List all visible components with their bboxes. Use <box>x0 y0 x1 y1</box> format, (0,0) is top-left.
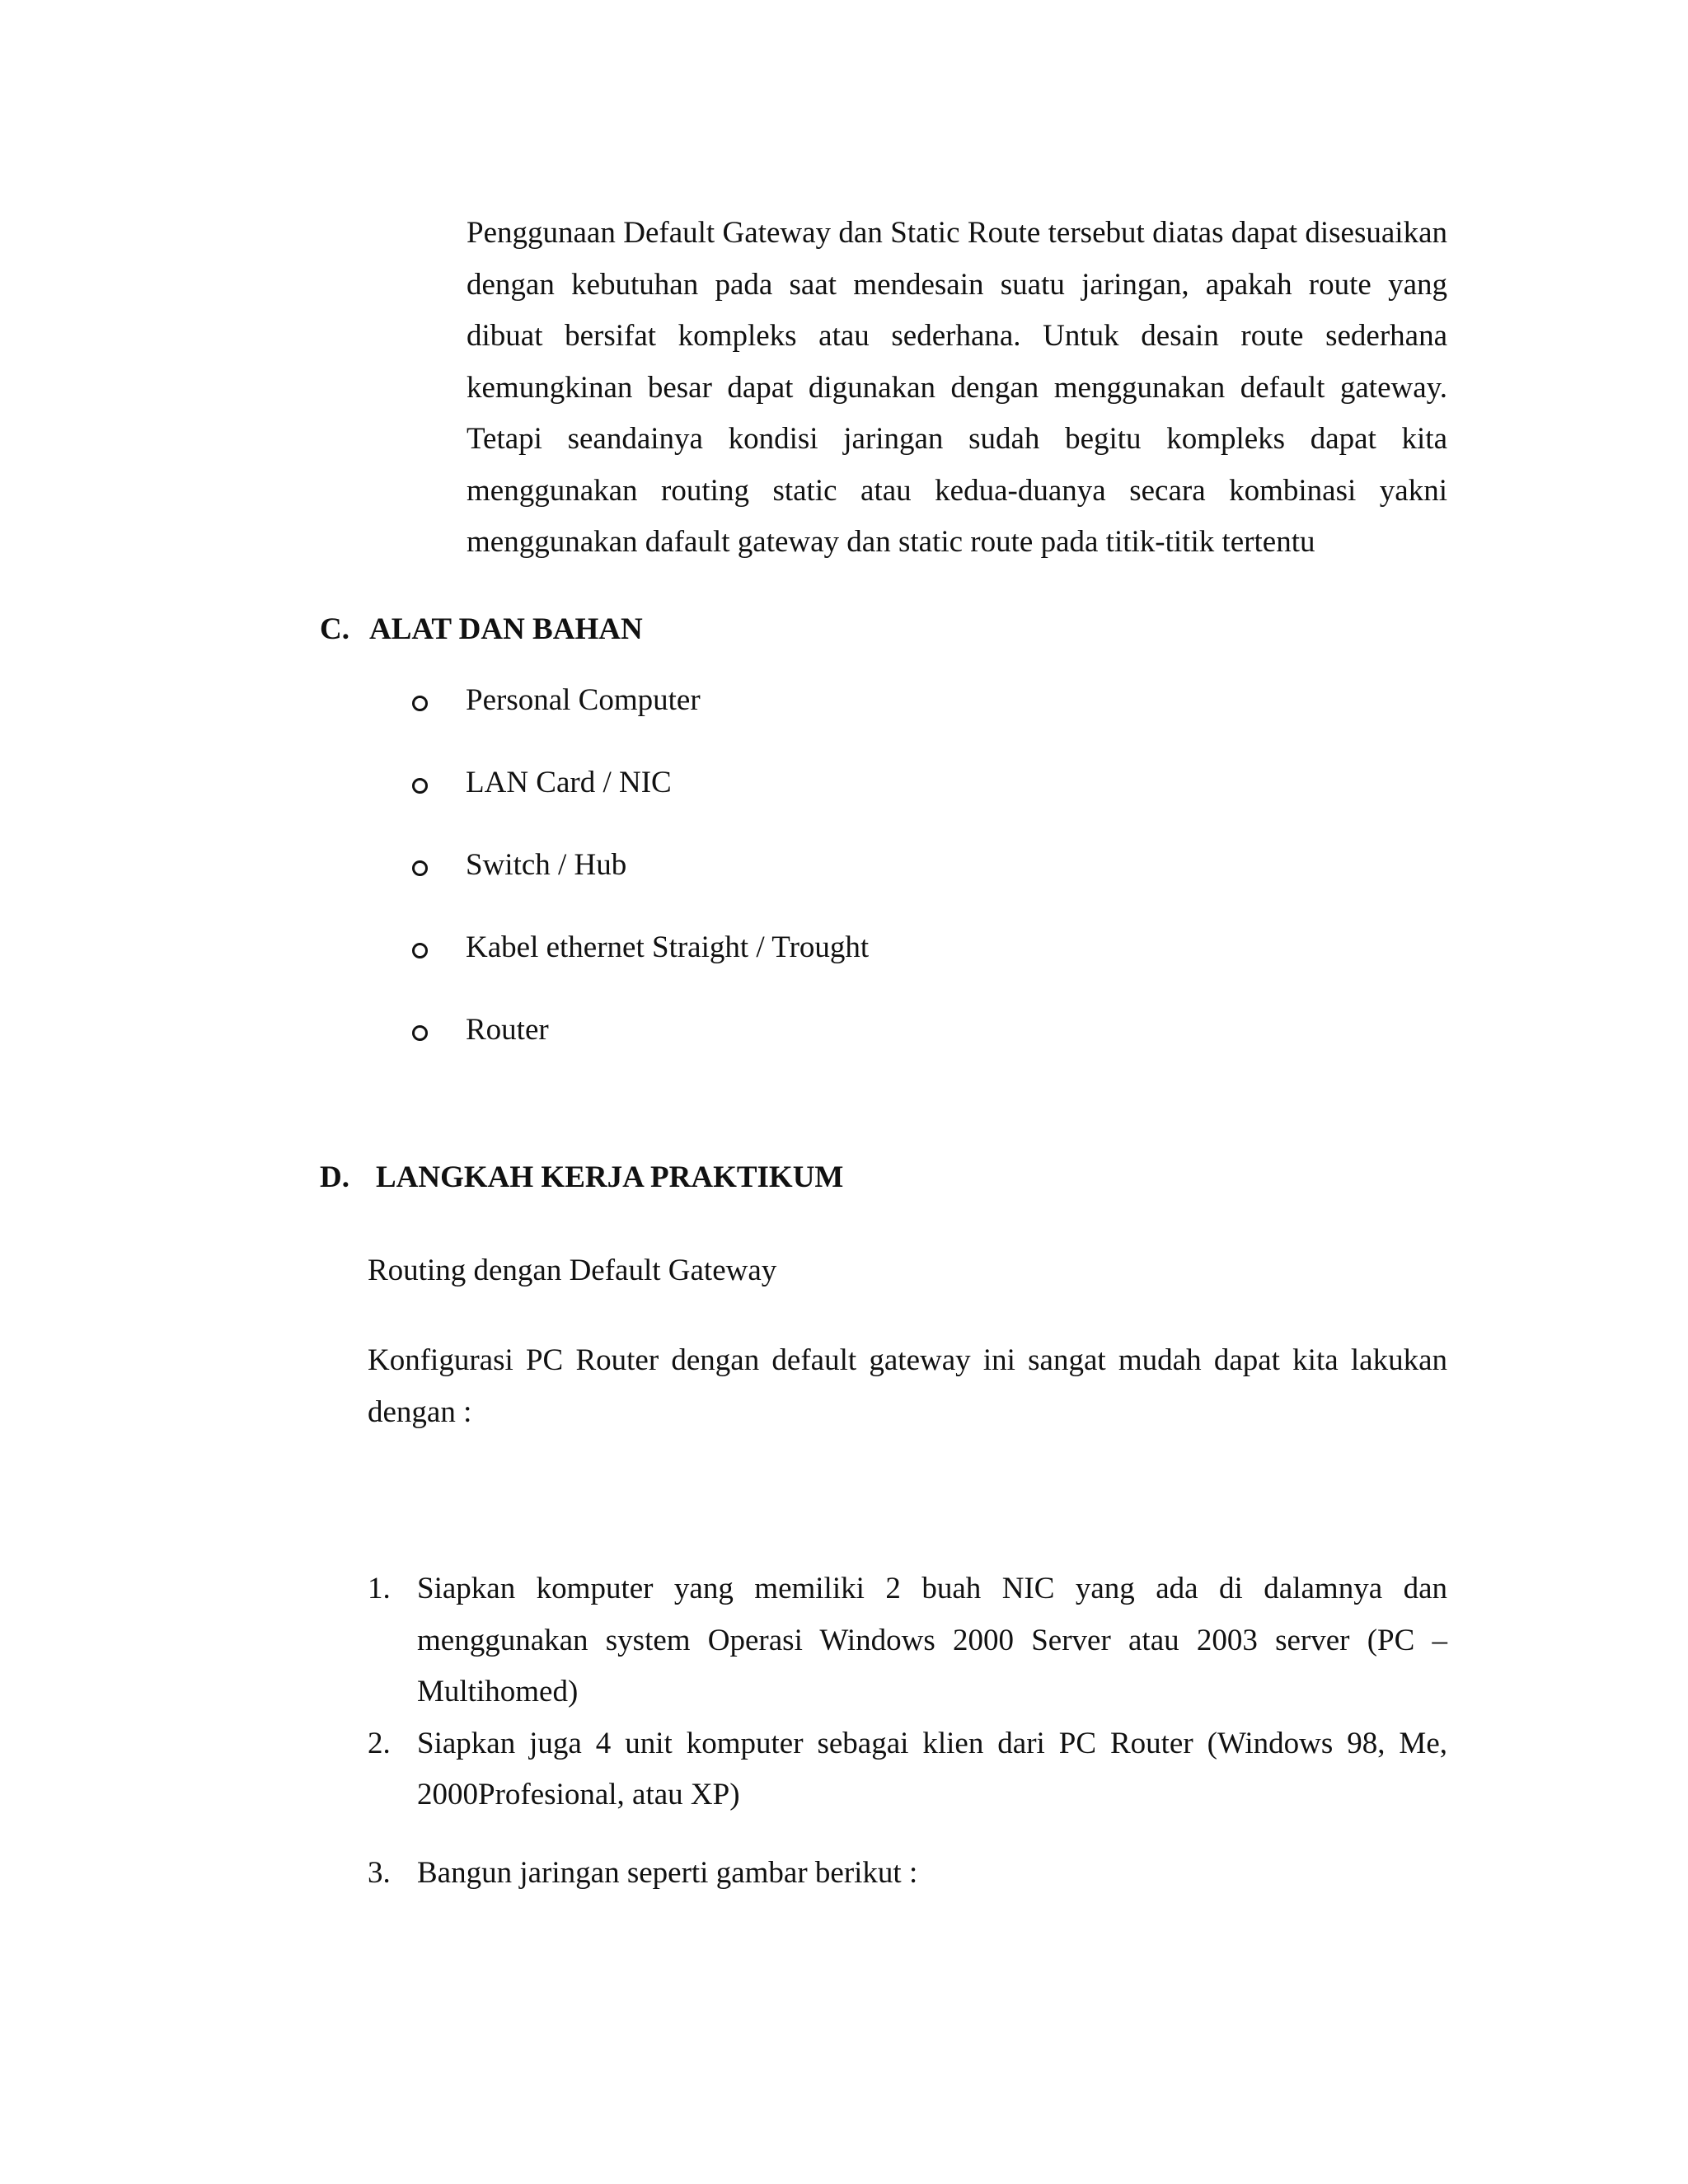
circle-bullet-icon <box>412 860 428 876</box>
circle-bullet-icon <box>412 696 428 711</box>
section-d-title: LANGKAH KERJA PRAKTIKUM <box>376 1160 844 1194</box>
step-item <box>368 1718 1447 1821</box>
step-item <box>368 1848 1447 1900</box>
step-item <box>368 1563 1447 1718</box>
section-d-heading <box>320 1160 843 1195</box>
section-c-letter: C. <box>320 612 349 646</box>
list-item-label: Kabel ethernet Straight / Trought <box>466 930 870 964</box>
list-item <box>412 925 869 1007</box>
step-text: Siapkan komputer yang memiliki 2 buah NIC yang ada di dalamnya dan menggunakan system Operasi Windows 2000 Server atau 2003 server (PC – Multihomed) <box>417 1572 1447 1708</box>
circle-bullet-icon <box>412 1025 428 1041</box>
circle-bullet-icon <box>412 778 428 794</box>
list-item-label: Switch / Hub <box>466 848 627 882</box>
circle-bullet-icon <box>412 943 428 958</box>
section-d-letter: D. <box>320 1160 349 1194</box>
step-number: 1. <box>368 1572 391 1605</box>
list-item-label: LAN Card / NIC <box>466 766 672 799</box>
step-text: Bangun jaringan seperti gambar berikut : <box>417 1855 918 1890</box>
section-d-subtitle: Routing dengan Default Gateway <box>368 1254 777 1287</box>
list-item <box>412 677 869 760</box>
list-item <box>412 760 869 842</box>
step-number: 3. <box>368 1855 391 1890</box>
section-d-intro: Konfigurasi PC Router dengan default gateway ini sangat mudah dapat kita lakukan dengan : <box>368 1343 1447 1429</box>
list-item-label: Personal Computer <box>466 683 701 717</box>
steps-list <box>368 1563 1447 1899</box>
step-number: 2. <box>368 1726 391 1760</box>
list-item <box>412 1007 869 1090</box>
equipment-list <box>412 677 869 1090</box>
list-item-label: Router <box>466 1013 549 1047</box>
intro-paragraph: Penggunaan Default Gateway dan Static Route tersebut diatas dapat disesuaikan dengan kebutuhan pada saat mendesain suatu jaringan, apakah route yang dibuat bersifat kompleks atau sederhana. Untuk desain route sederhana kemungkinan besar dapat digunakan dengan menggunakan default gateway. Tetapi seandainya kondisi jaringan sudah begitu kompleks dapat kita menggunakan routing static atau kedua-duanya secara kombinasi yakni menggunakan dafault gateway dan static route pada titik-titik tertentu <box>467 216 1447 559</box>
list-item <box>412 842 869 925</box>
step-text: Siapkan juga 4 unit komputer sebagai klien dari PC Router (Windows 98, Me, 2000Profesional, atau XP) <box>417 1726 1447 1811</box>
section-c-heading <box>320 612 643 647</box>
section-c-title: ALAT DAN BAHAN <box>369 612 643 646</box>
